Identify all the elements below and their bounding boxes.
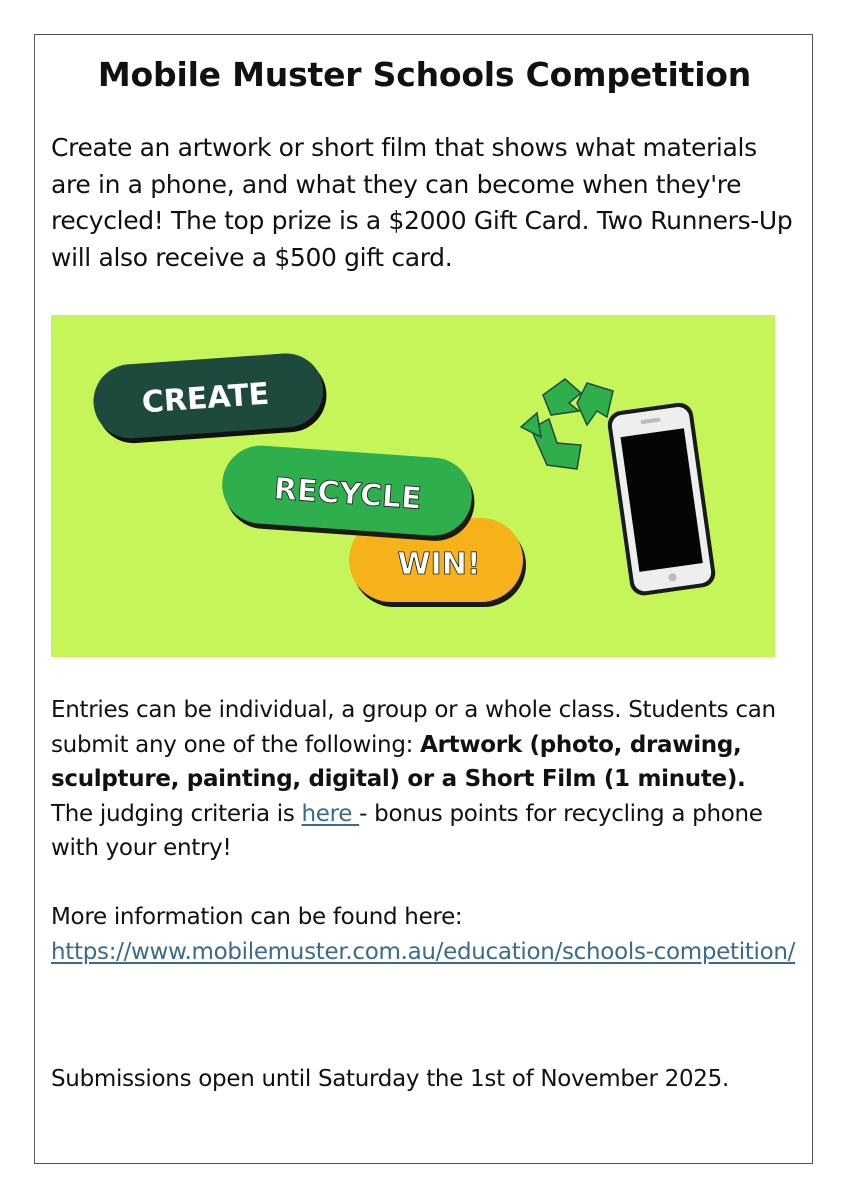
recycle-pill-label: RECYCLE — [272, 471, 423, 517]
judging-suffix: - bonus points for recycling a phone with your entry! — [51, 800, 763, 861]
entries-paragraph — [51, 693, 811, 797]
recycle-pill — [219, 443, 477, 543]
entries-section — [51, 693, 811, 969]
judging-paragraph — [51, 797, 811, 866]
judging-prefix: The judging criteria is — [51, 800, 302, 827]
competition-banner — [51, 315, 775, 657]
more-info-label: More information can be found here: — [51, 904, 463, 930]
win-pill-label: WIN! — [397, 547, 481, 582]
more-info-paragraph — [51, 935, 811, 970]
recycle-arrows-icon — [521, 379, 613, 469]
phone-icon — [606, 401, 717, 597]
entries-text: Entries can be individual, a group or a whole class. Students can submit any one of the following: — [51, 697, 776, 758]
more-info-url-link[interactable]: https://www.mobilemuster.com.au/education/schools-competition/ — [51, 938, 796, 965]
create-pill-label: CREATE — [140, 376, 271, 421]
judging-criteria-link[interactable]: here — [301, 800, 360, 827]
entries-bold-text: Artwork (photo, drawing, sculpture, painting, digital) or a Short Film (1 minute). — [51, 731, 746, 792]
intro-paragraph: Create an artwork or short film that shows what materials are in a phone, and what they can become when they're recycled! The top prize is a $2000 Gift Card. Two Runners-Up will also receive a $500 gift card. — [51, 133, 793, 273]
closing-paragraph: Submissions open until Saturday the 1st of November 2025. — [51, 1066, 729, 1092]
create-pill — [91, 351, 329, 446]
page-title: Mobile Muster Schools Competition — [97, 55, 752, 94]
